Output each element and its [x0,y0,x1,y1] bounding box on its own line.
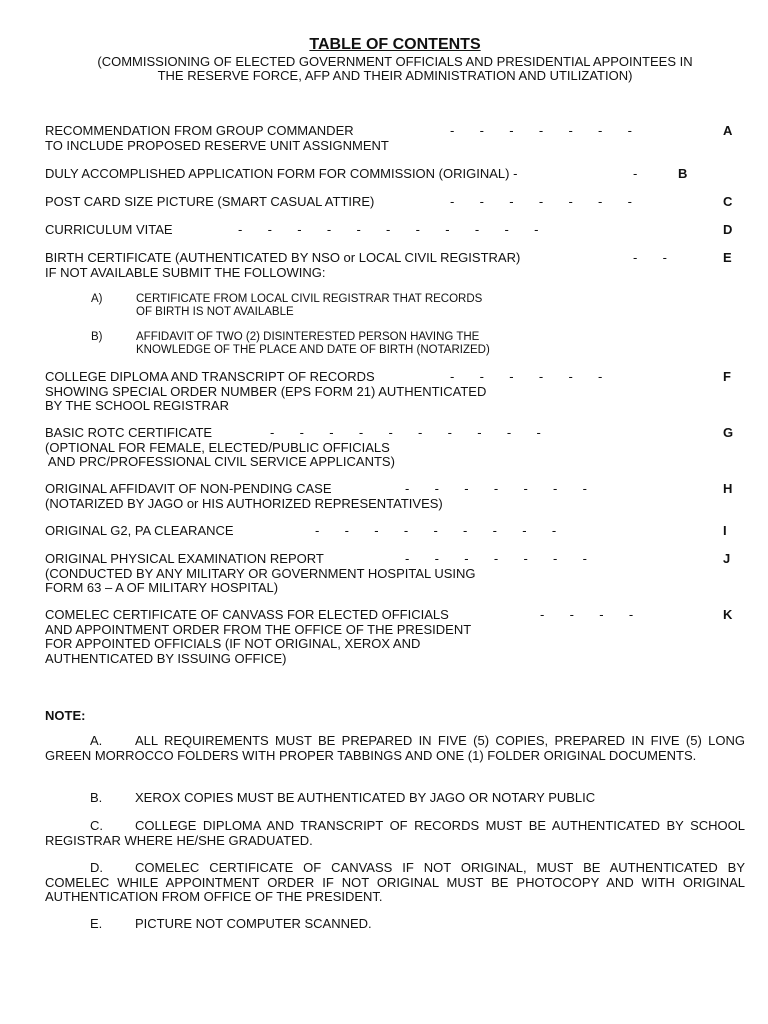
entry-letter: E [723,250,732,265]
entry-letter: A [723,123,733,138]
note-c [45,819,745,848]
toc-entry-e [45,251,745,280]
entry-text: COMELEC CERTIFICATE OF CANVASS FOR ELECTED OFFICIALS [45,607,449,622]
entry-text: (NOTARIZED BY JAGO or HIS AUTHORIZED REPRESENTATIVES) [45,495,443,511]
sub-item-line: CERTIFICATE FROM LOCAL CIVIL REGISTRAR THAT RECORDS [136,293,483,305]
entry-text: AND APPOINTMENT ORDER FROM THE OFFICE OF THE PRESIDENT [45,621,472,637]
dash-leader: - - - - - - - - - [315,523,557,538]
entry-text: BASIC ROTC CERTIFICATE [45,425,213,440]
sub-item-line: OF BIRTH IS NOT AVAILABLE [136,306,294,318]
note-label: E. [90,916,103,931]
sub-item-text [136,293,482,319]
note-label: A. [90,733,103,748]
entry-text: (CONDUCTED BY ANY MILITARY OR GOVERNMENT HOSPITAL USING [45,565,476,581]
dash-leader: - - - - - - - - - - [270,425,541,440]
sub-item-line: KNOWLEDGE OF THE PLACE AND DATE OF BIRTH (NOTARIZED) [136,344,490,356]
entry-text: FORM 63 – A OF MILITARY HOSPITAL) [45,580,279,595]
entry-letter: B [678,166,688,181]
note-d [45,861,745,905]
entry-text: TO INCLUDE PROPOSED RESERVE UNIT ASSIGNMENT [45,137,389,153]
note-b [45,791,745,806]
dash-leader: - - - - [540,607,634,622]
entry-text: AND PRC/PROFESSIONAL CIVIL SERVICE APPLICANTS) [45,454,395,469]
dash-leader: - - - - - - - - - - - [238,222,539,237]
entry-letter: C [723,194,733,209]
dash-leader: - [633,166,638,181]
entry-text: COLLEGE DIPLOMA AND TRANSCRIPT OF RECORDS [45,369,375,384]
toc-entry-a [45,124,745,153]
entry-letter: I [723,523,727,538]
toc-entry-f [45,370,745,414]
subtitle-line: (COMMISSIONING OF ELECTED GOVERNMENT OFFICIALS AND PRESIDENTIAL APPOINTEES IN [97,54,693,69]
dash-leader: - - - - - - - [450,194,632,209]
dash-leader: - - - - - - - [405,551,587,566]
entry-letter: F [723,369,731,384]
toc-entry-h [45,482,745,511]
toc-entry-c [45,195,745,210]
toc-entry-k [45,608,745,666]
entry-text: POST CARD SIZE PICTURE (SMART CASUAL ATTIRE) [45,194,375,209]
entry-text: SHOWING SPECIAL ORDER NUMBER (EPS FORM 21) AUTHENTICATED [45,383,487,399]
page-title: TABLE OF CONTENTS [309,36,481,53]
entry-text: RECOMMENDATION FROM GROUP COMMANDER [45,123,354,138]
dash-leader: - - - - - - - [450,123,632,138]
entry-text: BIRTH CERTIFICATE (AUTHENTICATED BY NSO or LOCAL CIVIL REGISTRAR) [45,250,521,265]
sub-item-line: AFFIDAVIT OF TWO (2) DISINTERESTED PERSON HAVING THE [136,331,480,343]
subtitle-line: THE RESERVE FORCE, AFP AND THEIR ADMINISTRATION AND UTILIZATION) [157,68,633,83]
note-text: ALL REQUIREMENTS MUST BE PREPARED IN FIVE (5) COPIES, PREPARED IN FIVE (5) LONG GREEN MORROCCO FOLDERS WITH PROPER TABBINGS AND ONE (1) FOLDER ORIGINAL DOCUMENTS. [45,733,745,763]
entry-text: ORIGINAL G2, PA CLEARANCE [45,523,234,538]
toc-entry-g [45,426,745,470]
toc-entry-i [45,524,745,539]
note-text: COMELEC CERTIFICATE OF CANVASS IF NOT ORIGINAL, MUST BE AUTHENTICATED BY COMELEC WHILE APPOINTMENT ORDER IF NOT ORIGINAL MUST BE PHOTOCOPY AND WITH ORIGINAL AUTHENTICATION FROM OFFICE OF THE PRESIDENT. [45,860,745,904]
entry-letter: G [723,425,734,440]
page-subtitle [40,55,750,83]
note-text: PICTURE NOT COMPUTER SCANNED. [135,916,372,931]
entry-text: DULY ACCOMPLISHED APPLICATION FORM FOR COMMISSION (ORIGINAL) - [45,166,518,181]
sub-item-label: B) [91,331,103,343]
entry-text: ORIGINAL PHYSICAL EXAMINATION REPORT [45,551,324,566]
entry-letter: J [723,551,731,566]
sub-item-text [136,331,490,357]
note-label: B. [90,790,103,805]
sub-item-label: A) [91,293,103,305]
note-text: COLLEGE DIPLOMA AND TRANSCRIPT OF RECORDS MUST BE AUTHENTICATED BY SCHOOL REGISTRAR WHERE HE/SHE GRADUATED. [45,818,745,848]
note-label: D. [90,860,103,875]
entry-letter: D [723,222,733,237]
entry-letter: H [723,481,733,496]
note-label: C. [90,818,103,833]
note-a [45,734,745,763]
entry-text: (OPTIONAL FOR FEMALE, ELECTED/PUBLIC OFFICIALS [45,439,390,455]
toc-entry-j [45,552,745,596]
entry-letter: K [723,607,733,622]
note-heading: NOTE: [45,708,86,723]
entry-text: CURRICULUM VITAE [45,222,173,237]
entry-text: BY THE SCHOOL REGISTRAR [45,398,229,413]
dash-leader: - - - - - - [450,369,603,384]
entry-text: AUTHENTICATED BY ISSUING OFFICE) [45,650,287,666]
entry-text: IF NOT AVAILABLE SUBMIT THE FOLLOWING: [45,264,326,280]
entry-text: FOR APPOINTED OFFICIALS (IF NOT ORIGINAL, XEROX AND [45,636,421,651]
note-e [45,917,745,932]
toc-entry-d [45,223,745,238]
dash-leader: - - [633,250,667,265]
dash-leader: - - - - - - - [405,481,587,496]
note-text: XEROX COPIES MUST BE AUTHENTICATED BY JAGO OR NOTARY PUBLIC [135,790,596,805]
toc-entry-b [45,167,745,182]
entry-text: ORIGINAL AFFIDAVIT OF NON-PENDING CASE [45,481,332,496]
